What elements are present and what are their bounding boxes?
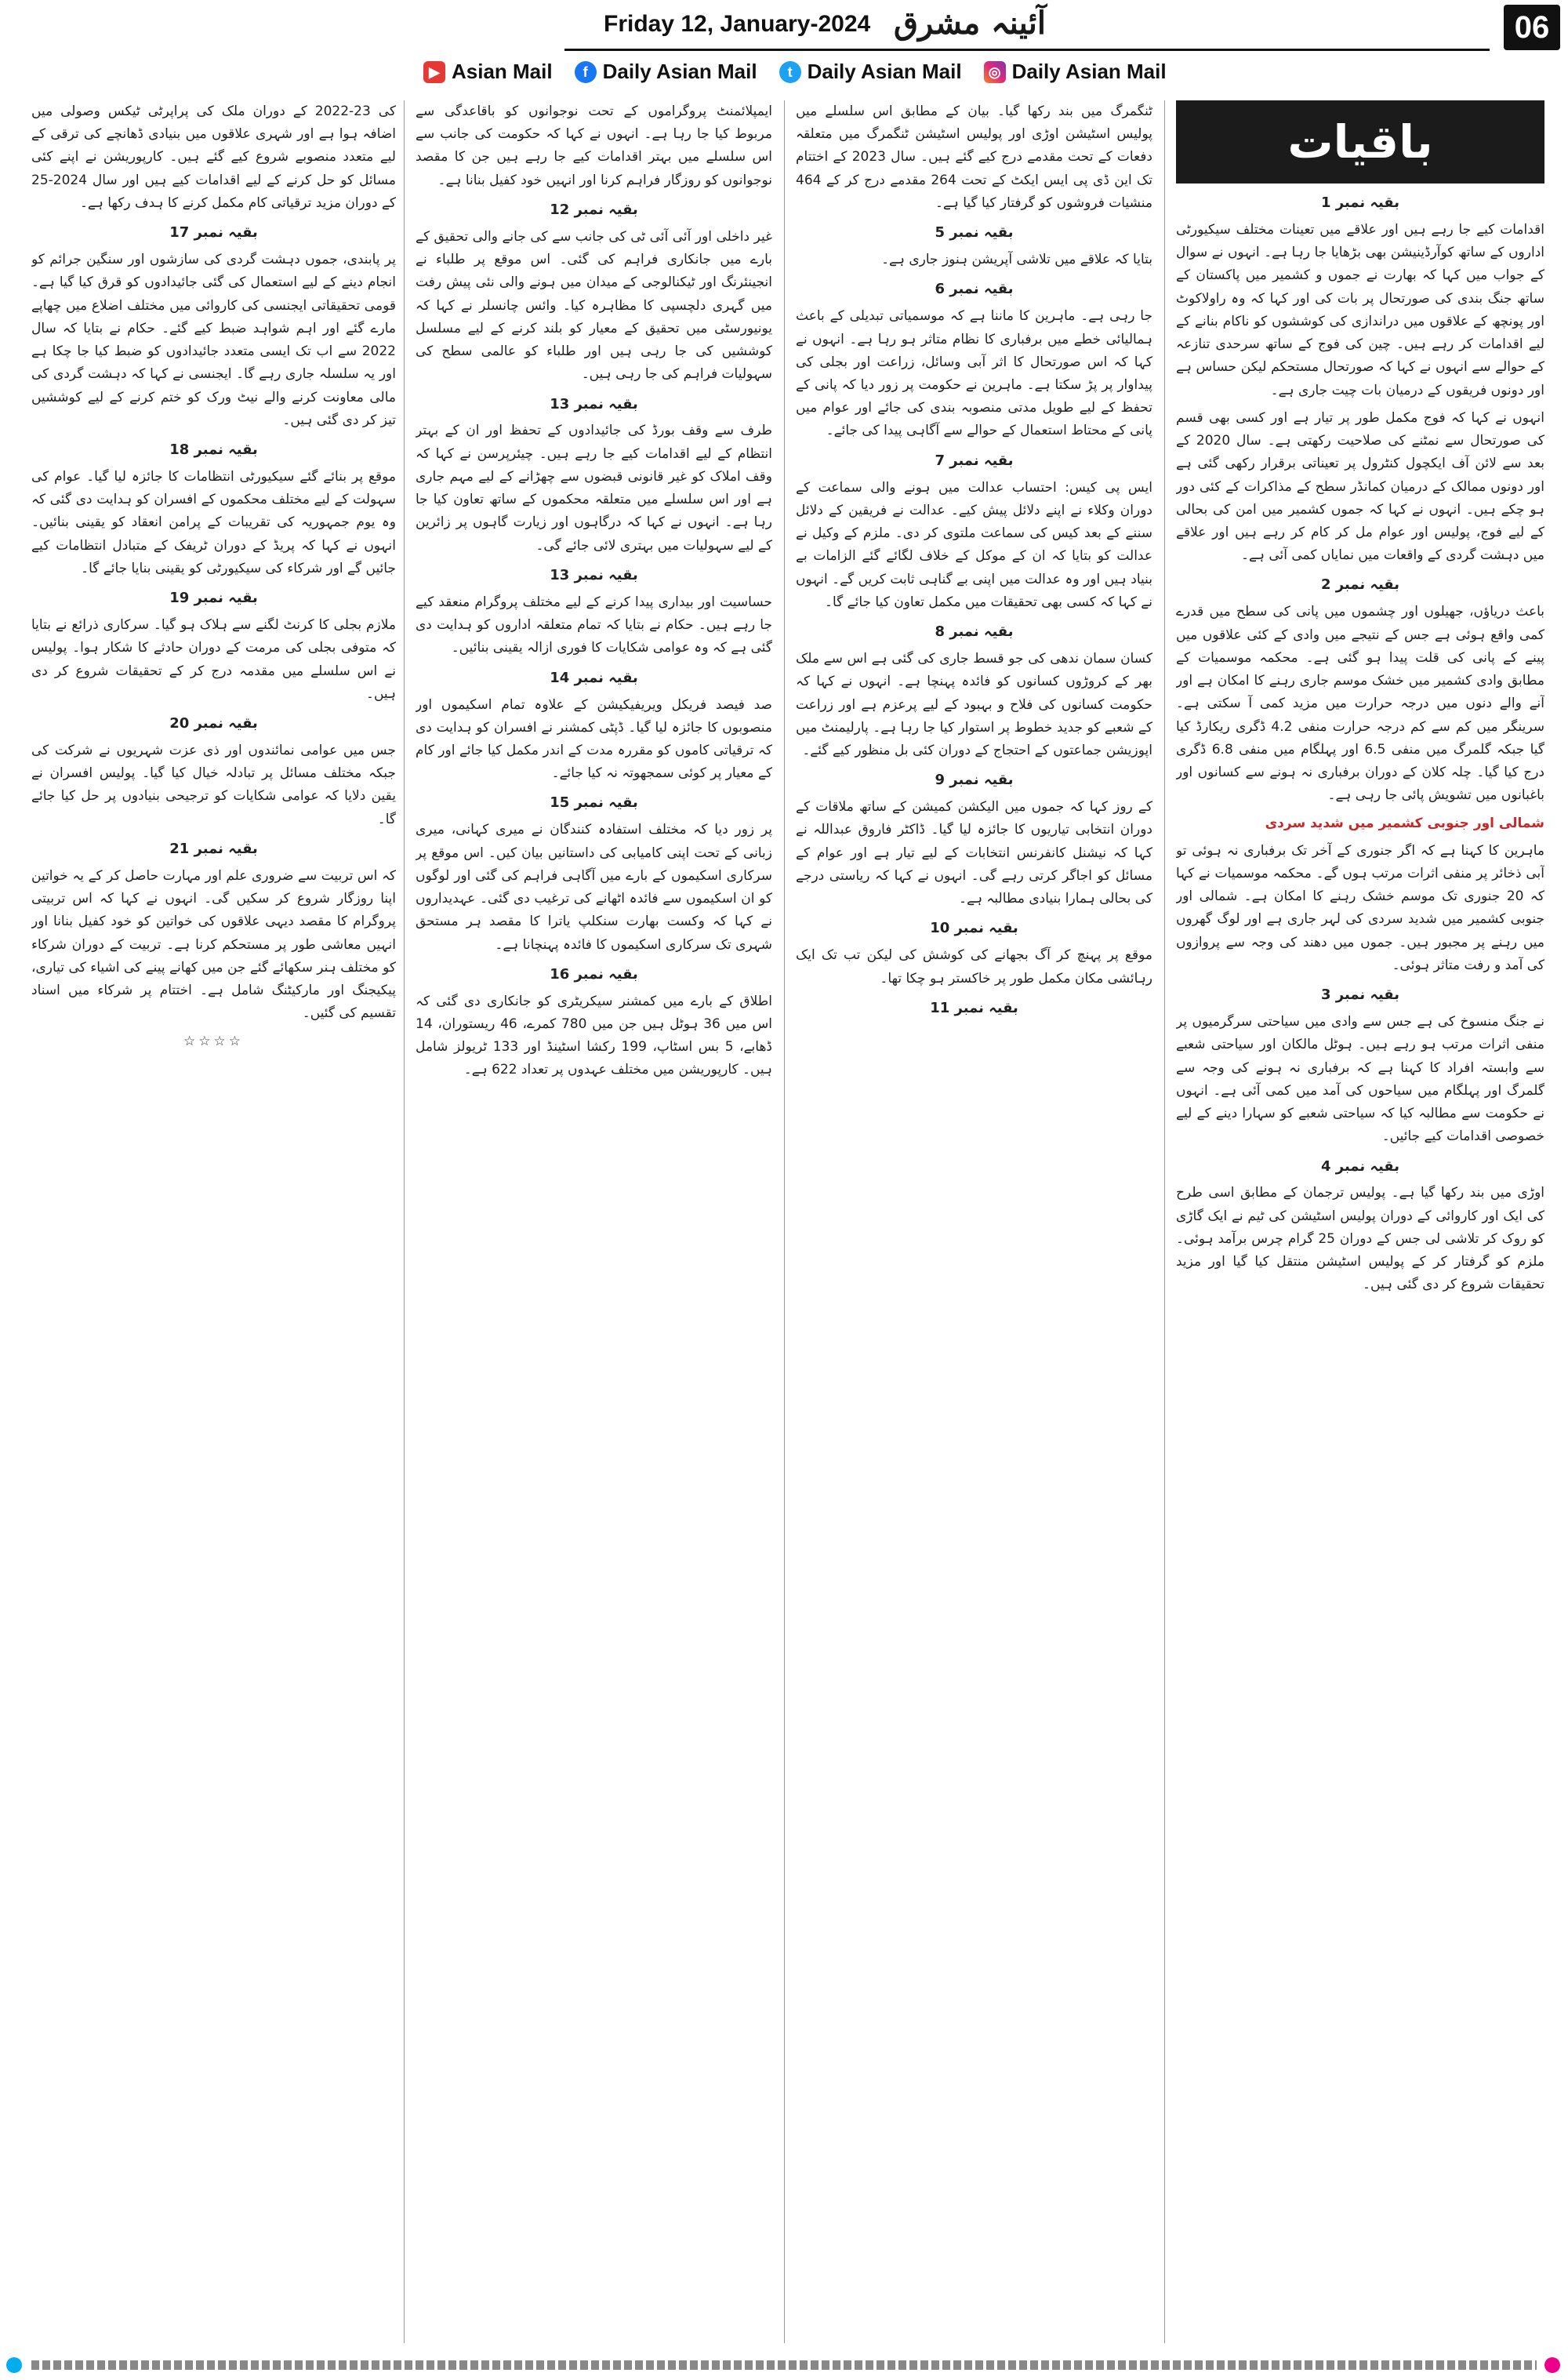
column-divider xyxy=(784,100,785,2343)
section-heading: بقیہ نمبر 10 xyxy=(930,920,1018,937)
newspaper-logo: آئینہ مشرق xyxy=(894,5,1046,42)
article-paragraph: موقع پر بنائے گئے سیکیورٹی انتظامات کا جائزہ لیا گیا۔ عوام کی سہولت کے لیے مختلف محکموں کے افسران کو ہدایت دی گئی کہ وہ یوم جمہوریہ کی تقریبات کے پرامن انعقاد کو یقینی بنائیں۔ انہوں نے کہا کہ پریڈ کے دوران ٹریفک کے متبادل انتظامات کیے جائیں گے اور شرکاء کی سیکیورٹی کو یقینی بنایا جائے گا۔ xyxy=(31,468,396,576)
article-paragraph: ایس پی کیس: احتساب عدالت میں ہونے والی سماعت کے دوران وکلاء نے اپنے دلائل پیش کیے۔ عدالت نے فریقین کے دلائل سننے کے بعد کیس کی سماعت ملتوی کر دی۔ ملزم کے وکیل نے عدالت کو بتایا کہ ان کے موکل کے خلاف لگائے گئے الزامات بے بنیاد ہیں اور وہ عدالت میں اپنی بے گناہی ثابت کریں گے۔ انہوں نے کہا کہ کسی بھی تحقیقات میں مکمل تعاون کیا جائے گا۔ xyxy=(796,479,1152,610)
social-links xyxy=(423,60,1167,84)
section-banner: باقیات xyxy=(1176,100,1544,183)
section-heading: بقیہ نمبر 6 xyxy=(935,281,1014,298)
facebook-link[interactable] xyxy=(575,60,757,84)
article-paragraph: اقدامات کیے جا رہے ہیں اور علاقے میں تعینات مختلف سیکیورٹی اداروں کے ساتھ کوآرڈینیشن بھی بڑھایا جا رہا ہے۔ انہوں نے سوال کے جواب میں کہا کہ بھارت نے جموں و کشمیر میں پاکستان کے ساتھ جنگ بندی کی صورتحال پر بات کی اور کہا کہ وہ راولاکوٹ اور پونچھ کے علاقوں میں دراندازی کی کوششوں کو ناکام بنانے کے لیے اقدامات کر رہے ہیں۔ چین کی فوج کے ساتھ سرحدی تنازعہ کے حوالے سے انہوں نے کہا کہ صورتحال مستحکم لیکن حساس ہے اور دونوں فریقوں کے درمیان بات چیت جاری ہے۔ xyxy=(1176,221,1544,398)
column-3 xyxy=(416,100,772,2343)
article-paragraph: باعث دریاؤں، جھیلوں اور چشموں میں پانی کی سطح میں قدرے کمی واقع ہوئی ہے جس کے نتیجے میں وادی کے کئی علاقوں میں پینے کے پانی کی قلت پیدا ہو گئی ہے۔ محکمہ موسمیات کے مطابق وادی کشمیر میں خشک موسم جاری رہنے کا امکان ہے اور آنے والے دنوں میں درجہ حرارت میں مزید کمی آ سکتی ہے۔ سرینگر میں کم سے کم درجہ حرارت منفی 4.2 ڈگری ریکارڈ کیا گیا جبکہ گلمرگ میں منفی 6.5 اور پہلگام میں منفی 6.8 ڈگری درج کیا گیا۔ چلہ کلان کے دوران برفباری نہ ہونے سے کسانوں اور باغبانوں میں تشویش پائی جا رہی ہے۔ xyxy=(1176,604,1544,804)
section-heading: بقیہ نمبر 7 xyxy=(935,452,1014,469)
article-paragraph: نے جنگ منسوخ کی ہے جس سے وادی میں سیاحتی سرگرمیوں پر منفی اثرات مرتب ہو رہے ہیں۔ ہوٹل مالکان اور سیاحتی شعبے سے وابستہ افراد کا کہنا ہے کہ برفباری نہ ہونے کی وجہ سے گلمرگ اور پہلگام میں سیاحوں کی آمد میں کمی آئی ہے۔ انہوں نے حکومت سے مطالبہ کیا کہ سیاحتی شعبے کو سہارا دینے کے لیے خصوصی اقدامات کیے جائیں۔ xyxy=(1176,1014,1544,1145)
column-4 xyxy=(31,100,396,2343)
magenta-swatch-icon xyxy=(1544,2357,1560,2373)
section-heading: بقیہ نمبر 12 xyxy=(550,201,638,218)
header-rule xyxy=(564,49,1490,51)
article-paragraph: پر پابندی، جموں دہشت گردی کی سازشوں اور سنگین جرائم کو انجام دینے کے لیے استعمال کی گئی جائیدادوں کو قرق کیا گیا ہے۔ قومی تحقیقاتی ایجنسی کی کاروائی میں مختلف اضلاع میں چھاپے مارے گئے اور اہم شواہد ضبط کیے گئے۔ حکام نے بتایا کہ سال 2022 سے اب تک ایسی متعدد جائیدادوں کو ضبط کیا جا چکا ہے اور یہ سلسلہ جاری رہے گا۔ ایجنسی نے کہا کہ دہشت گردی کی مالی معاونت کرنے والے نیٹ ورک کو ختم کرنے کے لیے کوششیں تیز کر دی گئی ہیں۔ xyxy=(31,252,396,428)
instagram-label: Daily Asian Mail xyxy=(1011,60,1167,83)
column-1 xyxy=(1176,100,1544,2343)
youtube-icon: ▶ xyxy=(423,61,445,83)
twitter-label: Daily Asian Mail xyxy=(807,60,962,83)
article-paragraph: کہ اس تربیت سے ضروری علم اور مہارت حاصل کر کے یہ خواتین اپنا روزگار شروع کر سکیں گی۔ انہوں نے کہا کہ اس تربیتی پروگرام کا مقصد دیہی علاقوں کی خواتین کو خود کفیل بنانا اور انہیں معاشی طور پر مستحکم کرنا ہے۔ تربیت کے دوران شرکاء کو مختلف ہنر سکھائے گئے جن میں کھانے پینے کی اشیاء کی تیاری، پیکیجنگ اور مارکیٹنگ شامل ہے۔ اختتام پر شرکاء میں اسناد تقسیم کی گئیں۔ xyxy=(31,867,396,1022)
issue-date: Friday 12, January-2024 xyxy=(604,11,871,37)
page-header xyxy=(0,0,1568,94)
column-divider xyxy=(404,100,405,2343)
section-heading: بقیہ نمبر 5 xyxy=(935,224,1014,242)
facebook-label: Daily Asian Mail xyxy=(602,60,757,83)
article-paragraph: پر زور دیا کہ مختلف استفادہ کنندگان نے میری کہانی، میری زبانی کے تحت اپنی کامیابی کی داستانیں بیان کیں۔ اس موقع پر سرکاری اسکیموں کے بارے میں آگاہی فراہم کی گئی اور لوگوں کو ان اسکیموں سے فائدہ اٹھانے کی ترغیب دی گئی۔ عہدیداروں نے کہا کہ وکست بھارت سنکلپ یاترا کا مقصد ہر مستحق شہری تک سرکاری اسکیموں کا فائدہ پہنچانا ہے۔ xyxy=(416,822,772,953)
section-heading: بقیہ نمبر 3 xyxy=(1320,987,1400,1004)
article-paragraph: کے روز کہا کہ جموں میں الیکشن کمیشن کے ساتھ ملاقات کے دوران انتخابی تیاریوں کا جائزہ لیا گیا۔ ڈاکٹر فاروق عبداللہ نے کہا کہ نیشنل کانفرنس انتخابات کے لیے تیار ہے اور عوام کے مسائل کو اجاگر کرتی رہے گی۔ انہوں نے کہا کہ ریاستی درجے کی بحالی ہمارا بنیادی مطالبہ ہے۔ xyxy=(796,799,1152,907)
article-paragraph: جس میں عوامی نمائندوں اور ذی عزت شہریوں نے شرکت کی جبکہ مختلف مسائل پر تبادلہ خیال کیا گیا۔ پولیس افسران نے یقین دلایا کہ عوامی شکایات کو ترجیحی بنیادوں پر حل کیا جائے گا۔ xyxy=(31,742,396,827)
youtube-label: Asian Mail xyxy=(452,60,553,83)
article-paragraph: ایمپلائمنٹ پروگراموں کے تحت نوجوانوں کو باقاعدگی سے مربوط کیا جا رہا ہے۔ انہوں نے کہا کہ حکومت کی جانب سے اس سلسلے میں بہتر اقدامات کیے جا رہے ہیں جن کا مقصد نوجوانوں کو روزگار فراہم کرنا اور انہیں خود کفیل بنانا ہے۔ xyxy=(416,104,772,188)
instagram-link[interactable] xyxy=(984,60,1167,84)
section-heading: بقیہ نمبر 14 xyxy=(550,669,638,686)
section-heading: بقیہ نمبر 8 xyxy=(935,623,1014,641)
section-heading: بقیہ نمبر 13 xyxy=(550,395,638,412)
article-paragraph: طرف سے وقف بورڈ کی جائیدادوں کے تحفظ اور ان کے بہتر انتظام کے لیے اقدامات کیے جا رہے ہیں۔ چیئرپرسن نے کہا کہ وقف املاک کو غیر قانونی قبضوں سے چھڑانے کے لیے مہم جاری ہے اور اس سلسلے میں متعلقہ محکموں کے ساتھ تعاون کیا جا رہا ہے۔ انہوں نے کہا کہ درگاہوں اور زیارت گاہوں پر زائرین کے لیے سہولیات میں بہتری لائی جائے گی۔ xyxy=(416,423,772,554)
column-divider xyxy=(1164,100,1165,2343)
twitter-icon: t xyxy=(779,61,801,83)
article-paragraph: کسان سمان ندھی کی جو قسط جاری کی گئی ہے اس سے ملک بھر کے کروڑوں کسانوں کو فائدہ پہنچا ہے۔ انہوں نے کہا کہ حکومت کسانوں کی فلاح و بہبود کے لیے پرعزم ہے اور زراعت کے شعبے کو جدید خطوط پر استوار کیا جا رہا ہے۔ پارلیمنٹ میں اپوزیشن جماعتوں کے احتجاج کے دوران کئی بل منظور کیے گئے۔ xyxy=(796,651,1152,758)
article-paragraph: صد فیصد فریکل ویریفیکیشن کے علاوہ تمام اسکیموں اور منصوبوں کا جائزہ لیا گیا۔ ڈپٹی کمشنر نے افسران کو ہدایت دی کہ ترقیاتی کاموں کو مقررہ مدت کے اندر مکمل کیا جائے اور کام کے معیار پر کوئی سمجھوتہ نہ کیا جائے۔ xyxy=(416,696,772,782)
article-paragraph: اوڑی میں بند رکھا گیا ہے۔ پولیس ترجمان کے مطابق اسی طرح کی ایک اور کاروائی کے دوران پولیس اسٹیشن کی ٹیم نے ایک گاڑی کو روک کر تلاشی لی جس کے دوران 25 گرام چرس برآمد ہوئی۔ ملزم کو گرفتار کر کے پولیس اسٹیشن منتقل کیا گیا اور مزید تحقیقات شروع کر دی گئی ہیں۔ xyxy=(1176,1185,1544,1293)
registration-strip xyxy=(31,2360,1537,2370)
twitter-link[interactable] xyxy=(779,60,962,84)
section-heading: بقیہ نمبر 15 xyxy=(550,794,638,812)
section-heading: بقیہ نمبر 13 xyxy=(550,566,638,583)
article-paragraph: کی 23-2022 کے دوران ملک کی پراپرٹی ٹیکس وصولی میں اضافہ ہوا ہے اور شہری علاقوں میں بنیادی ڈھانچے کی ترقی کے لیے متعدد منصوبے شروع کیے گئے ہیں۔ کارپوریشن نے اپنے کئی مسائل کو حل کرنے کے لیے اقدامات کیے ہیں اور سال 2024-25 کے دوران مزید ترقیاتی کام مکمل کرنے کا ہدف رکھا ہے۔ xyxy=(31,104,396,211)
section-heading: بقیہ نمبر 1 xyxy=(1320,194,1400,211)
highlighted-phrase: شمالی اور جنوبی کشمیر میں شدید سردی xyxy=(1265,815,1544,831)
article-paragraph: جا رہی ہے۔ ماہرین کا ماننا ہے کہ موسمیاتی تبدیلی کے باعث ہمالیائی خطے میں برفباری کا نظام متاثر ہو رہا ہے۔ انہوں نے کہا کہ اس صورتحال کا اثر آبی وسائل، زراعت اور بجلی کی پیداوار پر پڑ سکتا ہے۔ ماہرین نے حکومت پر زور دیا کہ پانی کے تحفظ کے لیے طویل مدتی منصوبہ بندی کی جائے اور عوام میں پانی کے محتاط استعمال کے حوالے سے آگاہی پیدا کی جائے۔ xyxy=(796,308,1152,439)
article-paragraph: ماہرین کا کہنا ہے کہ اگر جنوری کے آخر تک برفباری نہ ہوئی تو آبی ذخائر پر منفی اثرات مرتب ہوں گے۔ محکمہ موسمیات نے کہا کہ 20 جنوری تک موسم خشک رہنے کا امکان ہے۔ شمالی اور جنوبی کشمیر میں شدید سردی کی لہر جاری ہے اور لوگ گھروں میں رہنے پر مجبور ہیں۔ جموں میں دھند کی وجہ سے پروازوں کی آمد و رفت متاثر ہوئی۔ xyxy=(1176,842,1544,973)
article-paragraph: اطلاق کے بارے میں کمشنر سیکریٹری کو جانکاری دی گئی کہ اس میں 36 ہوٹل ہیں جن میں 780 کمرے، 46 ریستوران، 14 ڈھابے، 5 بس اسٹاپ، 199 رکشا اسٹینڈ اور 133 ٹریولز شامل ہیں۔ کارپوریشن میں مختلف عہدوں پر تعداد 622 ہے۔ xyxy=(416,993,772,1078)
column-2 xyxy=(796,100,1152,2343)
article-paragraph: ٹنگمرگ میں بند رکھا گیا۔ بیان کے مطابق اس سلسلے میں پولیس اسٹیشن اوڑی اور پولیس اسٹیشن ٹنگمرگ میں متعلقہ دفعات کے تحت مقدمے درج کیے گئے ہیں۔ سال 2023 کے اختتام تک این ڈی پی ایس ایکٹ کے تحت 264 مقدمے درج کر کے 464 منشیات فروشوں کو گرفتار کیا گیا ہے۔ xyxy=(796,104,1152,211)
section-heading: بقیہ نمبر 17 xyxy=(169,224,258,242)
section-heading: بقیہ نمبر 4 xyxy=(1320,1157,1400,1175)
section-heading: بقیہ نمبر 18 xyxy=(169,441,258,458)
cyan-swatch-icon xyxy=(6,2357,22,2373)
section-heading: بقیہ نمبر 11 xyxy=(930,999,1018,1016)
facebook-icon: f xyxy=(575,61,597,83)
article-paragraph: انہوں نے کہا کہ فوج مکمل طور پر تیار ہے اور کسی بھی قسم کی صورتحال سے نمٹنے کی صلاحیت رکھتی ہے۔ سال 2020 کے بعد سے لائن آف ایکچول کنٹرول پر تعیناتی برقرار رکھی گئی ہے اور دونوں ممالک کے درمیان کمانڈر سطح کے مذاکرات کے کئی دور ہو چکے ہیں۔ انہوں نے کہا کہ جموں کشمیر میں امن کی بحالی کے لیے فوج، پولیس اور عوام مل کر کام کر رہے ہیں اور علاقے میں دہشت گردی کے واقعات میں نمایاں کمی آئی ہے۔ xyxy=(1176,409,1544,564)
youtube-link[interactable] xyxy=(423,60,553,84)
section-heading: بقیہ نمبر 21 xyxy=(169,840,258,857)
section-heading: بقیہ نمبر 20 xyxy=(169,715,258,732)
end-stars: ☆☆☆☆ xyxy=(183,1033,244,1049)
article-paragraph: موقع پر پہنچ کر آگ بجھانے کی کوشش کی لیکن تب تک ایک رہائشی مکان مکمل طور پر خاکستر ہو چکا تھا۔ xyxy=(796,947,1152,987)
article-paragraph: حساسیت اور بیداری پیدا کرنے کے لیے مختلف پروگرام منعقد کیے جا رہے ہیں۔ حکام نے بتایا کہ تمام متعلقہ اداروں کو ہدایت دی گئی ہے کہ وہ عوامی شکایات کا فوری ازالہ یقینی بنائیں۔ xyxy=(416,594,772,656)
article-paragraph: بتایا کہ علاقے میں تلاشی آپریشن ہنوز جاری ہے۔ xyxy=(881,252,1152,268)
article-paragraph: ملازم بجلی کا کرنٹ لگنے سے ہلاک ہو گیا۔ سرکاری ذرائع نے بتایا کہ متوفی بجلی کی مرمت کے دوران حادثے کا شکار ہوا۔ پولیس نے اس سلسلے میں مقدمہ درج کر کے تحقیقات شروع کر دی ہیں۔ xyxy=(31,617,396,702)
article-paragraph: غیر داخلی اور آئی آئی ٹی کی جانب سے کی جانے والی تحقیق کے بارے میں جانکاری فراہم کی گئی۔ اس موقع پر طلباء نے انجینئرنگ اور ٹیکنالوجی کے میدان میں ہونے والی نئی پیش رفت میں گہری دلچسپی کا مظاہرہ کیا۔ وائس چانسلر نے کہا کہ یونیورسٹی میں تحقیق کے معیار کو بلند کرنے کے لیے مسلسل کوششیں کی جا رہی ہیں اور طلباء کو عالمی سطح کی سہولیات فراہم کی جا رہی ہیں۔ xyxy=(416,228,772,383)
article-columns xyxy=(31,100,1544,2343)
section-heading: بقیہ نمبر 19 xyxy=(169,590,258,607)
print-registration-bar xyxy=(0,2351,1568,2380)
section-heading: بقیہ نمبر 16 xyxy=(550,965,638,983)
section-heading: بقیہ نمبر 2 xyxy=(1320,576,1400,594)
page-number: 06 xyxy=(1504,5,1560,50)
section-heading: بقیہ نمبر 9 xyxy=(935,772,1014,789)
instagram-icon: ◎ xyxy=(984,61,1006,83)
